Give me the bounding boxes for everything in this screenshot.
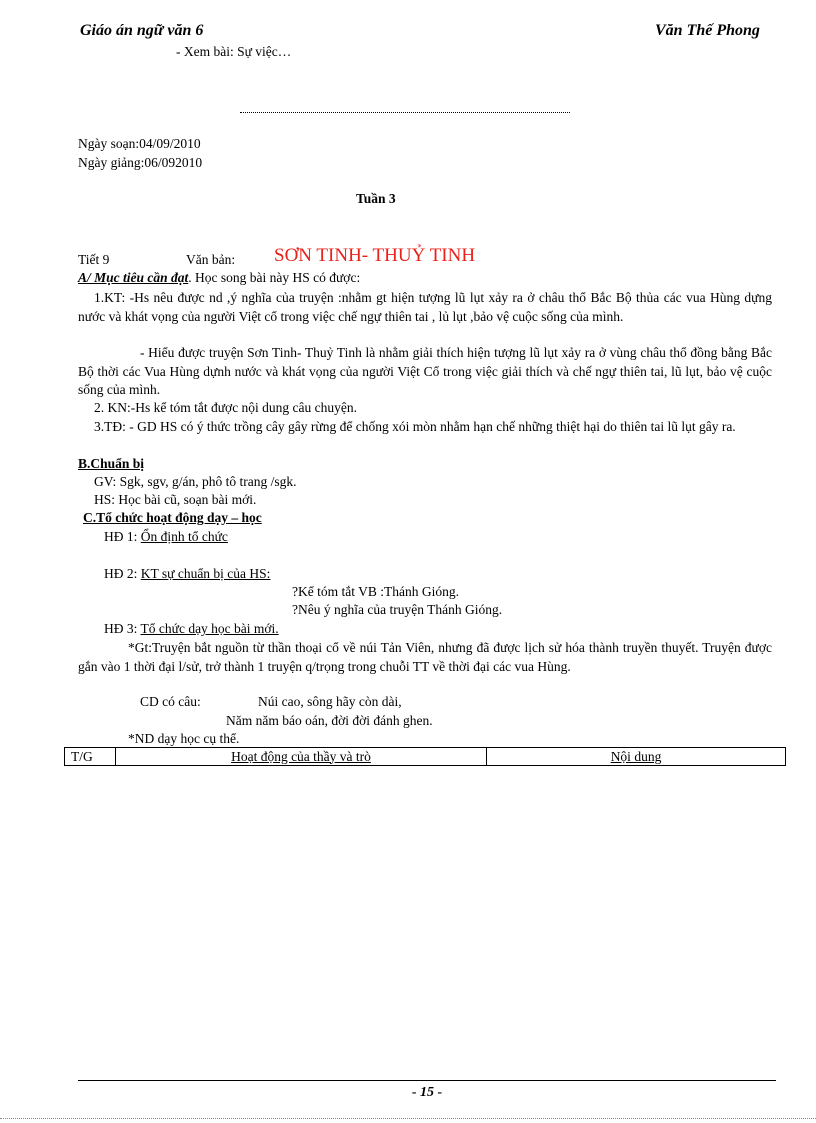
hd1-text: Ổn định tổ chức [140,529,228,544]
cd-line-2: Năm năm báo oán, đời đời đánh ghen. [226,713,433,728]
section-c-heading: C.Tổ chức hoạt động dạy – học [83,510,262,525]
lesson-tiet: Tiết 9 [78,252,110,267]
section-a-heading: A/ Mục tiêu cần đạt [78,270,189,285]
hd2-line [104,566,270,582]
kt1-paragraph: 1.KT: -Hs nêu được nd ,ý nghĩa của truyện :nhằm gt hiện tượng lũ lụt xảy ra ở châu thổ Bắc Bộ thủa các vua Hùng dựng nước và khát vọng của người Việt cổ trong việc chế ngự thiên tai , lủ lụt ,bảo vệ cuộc sống của mình. [78,290,772,324]
footer-rule [78,1080,776,1081]
kt2-paragraph: - Hiểu được truyện Sơn Tinh- Thuỷ Tinh là nhằm giải thích hiện tượng lũ lụt xảy ra ở vùng châu thổ đồng bằng Bắc Bộ thời các Vua Hùng dựnh nước và khát vọng của người Việt Cổ trong việc giải thích và chế ngự thiên tai, lũ lụt, bảo vệ cuộc sống của mình. [78,345,772,397]
section-b-gv: GV: Sgk, sgv, g/án, phô tô trang /sgk. [94,474,297,489]
week-heading: Tuần 3 [356,191,396,206]
gt-paragraph: *Gt:Truyện bắt nguồn từ thần thoại cổ về núi Tản Viên, nhưng đã được lịch sử hóa thành truyền thuyết. Truyện được gắn vào 1 thời đại l/sử, trở thành 1 truyện q/trọng trong chuỗi TT về thời đại các vua Hùng. [78,640,772,674]
hd1-label: HĐ 1: [104,529,141,544]
lesson-title: SƠN TINH- THUỶ TINH [274,245,476,266]
table-header-tg: T/G [65,748,116,766]
table-header-content-label: Nội dung [610,748,662,764]
date-giang: Ngày giảng:06/092010 [78,155,203,170]
kn-line: 2. KN:-Hs kể tóm tắt được nội dung câu chuyện. [94,400,358,415]
hd3-text: Tổ chức dạy học bài mới. [140,621,279,636]
header-right: Văn Thế Phong [655,22,760,39]
table-header-content [487,748,786,766]
hd2-text: KT sự chuẩn bị của HS: [140,566,271,581]
section-b-hs: HS: Học bài cũ, soạn bài mới. [94,492,257,507]
hd2-question-2: ?Nêu ý nghĩa của truyện Thánh Gióng. [292,602,503,617]
cd-label: CD có câu: [140,694,201,709]
table-header-activity [116,748,487,766]
page-bottom-edge [0,1118,816,1119]
page-number: - 15 - [411,1085,443,1100]
hd1-line [104,529,228,545]
td-paragraph: 3.TĐ: - GD HS có ý thức trồng cây gây rừng để chống xói mòn nhằm hạn chế những thiệt hại do thiên tai lũ lụt gây ra. [94,419,736,434]
hd2-question-1: ?Kể tóm tắt VB :Thánh Gióng. [292,584,459,599]
separator-dotted [240,106,570,113]
cd-line-1: Núi cao, sông hãy còn dài, [258,694,402,709]
section-a-intro: . Học song bài này HS có được: [188,270,361,285]
table-header-activity-label: Hoạt động của thầy và trò [231,748,371,764]
hd2-label: HĐ 2: [104,566,141,581]
lesson-vanban: Văn bản: [186,252,236,267]
table-header-row [65,748,786,766]
header-left: Giáo án ngữ văn 6 [80,22,204,39]
section-b-heading: B.Chuẩn bị [78,456,145,471]
date-soan: Ngày soạn:04/09/2010 [78,136,201,151]
lesson-table [64,747,786,766]
nd-line: *ND dạy học cụ thể. [128,731,240,746]
hd3-line [104,621,279,637]
section-a [78,270,360,286]
prev-note: - Xem bài: Sự việc… [176,44,292,59]
hd3-label: HĐ 3: [104,621,141,636]
